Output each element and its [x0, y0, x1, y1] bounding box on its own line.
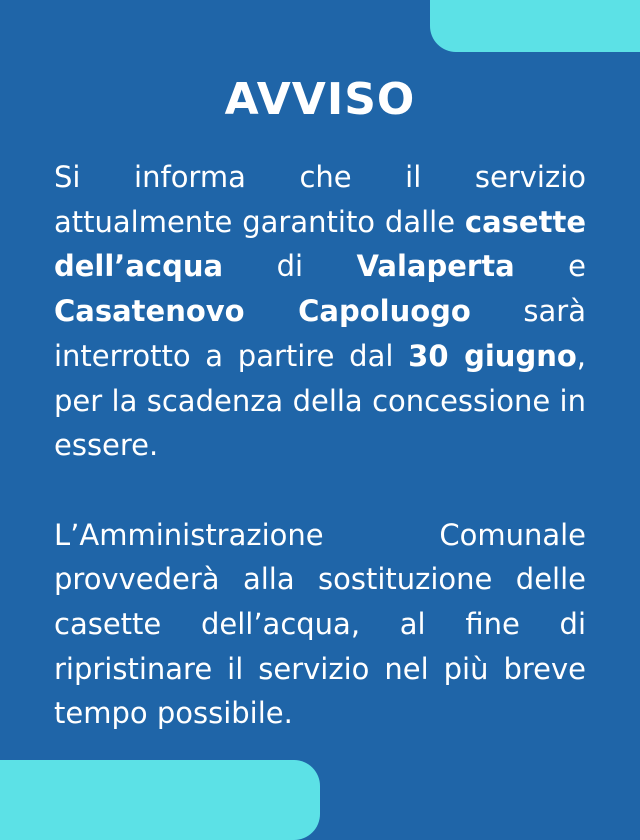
text-segment: , per la scadenza della concessione in essere.: [54, 338, 586, 463]
text-segment: Si informa che il servizio attualmente garantito dalle: [54, 160, 586, 239]
highlight-casatenovo: Casatenovo Capoluogo: [54, 294, 471, 329]
decorative-corner-bottom: [0, 760, 320, 840]
decorative-corner-top: [430, 0, 640, 52]
notice-paragraph-1: [54, 155, 586, 468]
text-segment: di: [223, 249, 357, 284]
notice-title: AVVISO: [224, 74, 416, 125]
notice-paragraph-2: L’Amministrazione Comunale provvederà alla sostituzione delle casette dell’acqua, al fine di ripristinare il servizio nel più breve tempo possibile.: [54, 517, 586, 731]
notice-body: [54, 155, 586, 736]
highlight-valaperta: Valaperta: [356, 249, 515, 284]
highlight-date: 30 giugno: [408, 338, 577, 373]
text-segment: e: [514, 249, 587, 284]
text-segment: sarà interrotto a partire dal: [54, 294, 587, 373]
highlight-casette: casette dell’acqua: [54, 204, 586, 284]
